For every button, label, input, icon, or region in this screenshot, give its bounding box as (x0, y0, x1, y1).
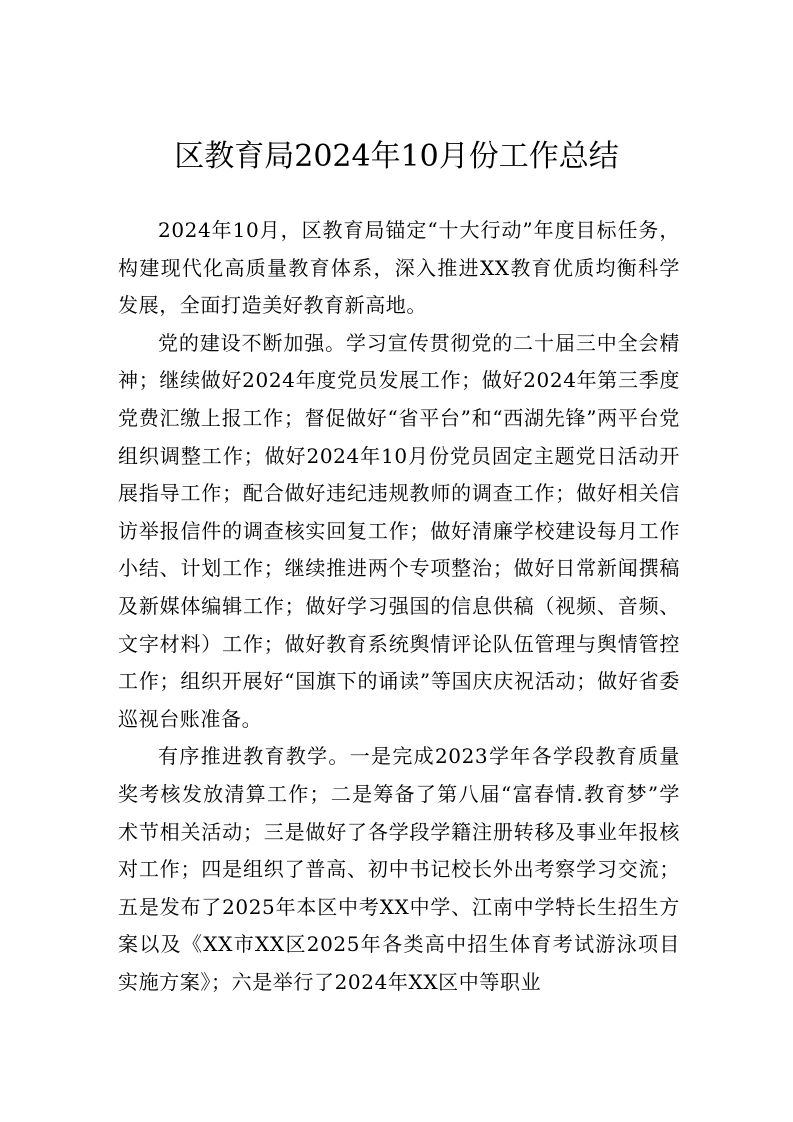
document-title: 区教育局2024年10月份工作总结 (174, 139, 619, 174)
paragraph-education-teaching: 有序推进教育教学。一是完成2023学年各学段教育质量奖考核发放清算工作；二是筹备了第八届“富春情.教育梦”学术节相关活动；三是做好了各学段学籍注册转移及事业年报核对工作；四是组织了普高、初中书记校长外出考察学习交流；五是发布了2025年本区中考XX中学、江南中学特长生招生方案以及《XX市XX区2025年各类高中招生体育考试游泳项目实施方案》；六是举行了2024年XX区中等职业 (118, 744, 680, 994)
paragraph-intro: 2024年10月，区教育局锚定“十大行动”年度目标任务，构建现代化高质量教育体系，深入推进XX教育优质均衡科学发展，全面打造美好教育新高地。 (118, 218, 680, 318)
document-body (118, 212, 680, 1001)
paragraph-party-building: 党的建设不断加强。学习宣传贯彻党的二十届三中全会精神；继续做好2024年度党员发展工作；做好2024年第三季度党费汇缴上报工作；督促做好“省平台”和“西湖先锋”两平台党组织调整工作；做好2024年10月份党员固定主题党日活动开展指导工作；配合做好违纪违规教师的调查工作；做好相关信访举报信件的调查核实回复工作；做好清廉学校建设每月工作小结、计划工作；继续推进两个专项整治；做好日常新闻撰稿及新媒体编辑工作；做好学习强国的信息供稿（视频、音频、文字材料）工作；做好教育系统舆情评论队伍管理与舆情管控工作；组织开展好“国旗下的诵读”等国庆庆祝活动；做好省委巡视台账准备。 (118, 330, 680, 731)
